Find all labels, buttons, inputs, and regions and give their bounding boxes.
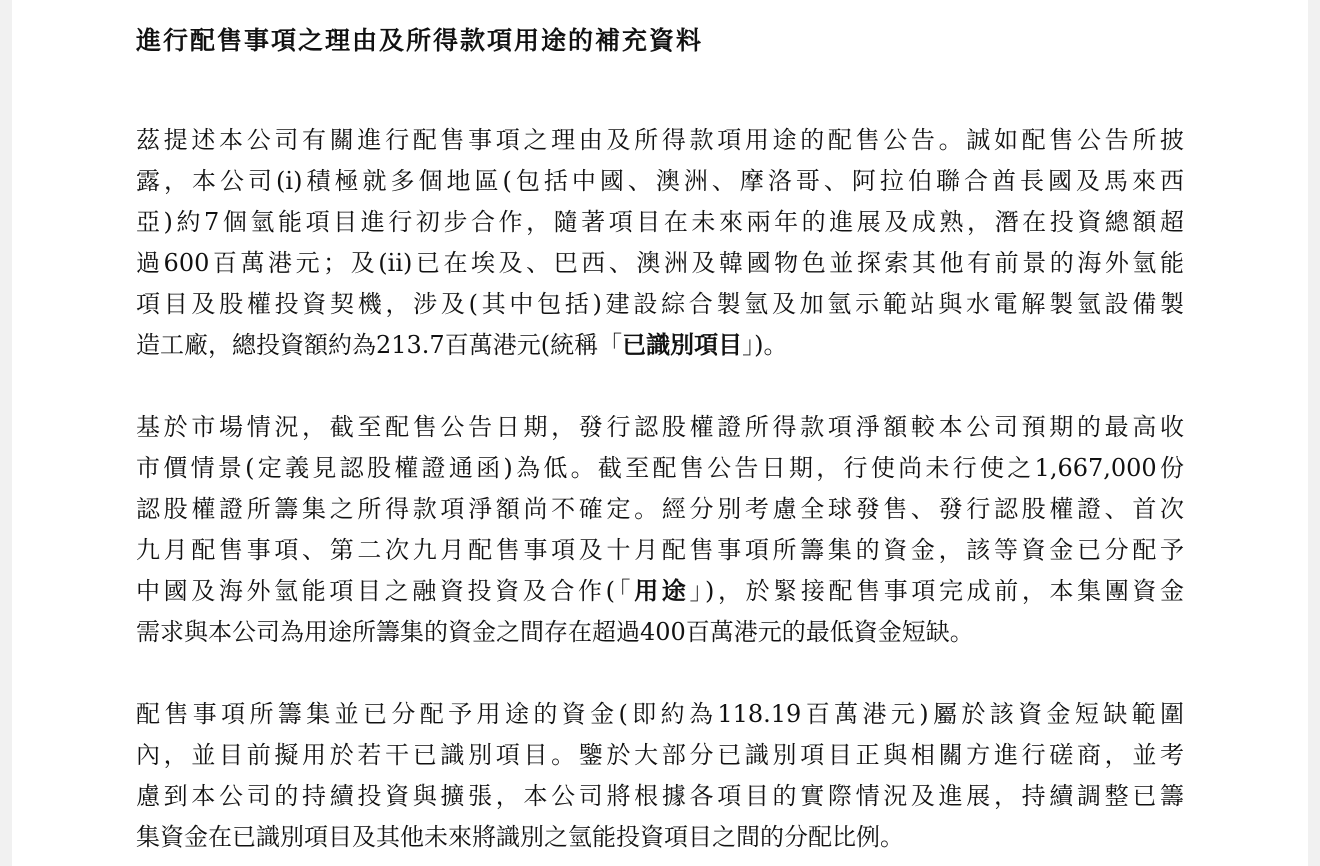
line-text: 」)。 (742, 331, 788, 359)
document-page (12, 0, 1308, 866)
defined-term-identified-projects: 已識別項目 (622, 331, 743, 359)
paragraph-allocation (136, 694, 1184, 858)
paragraph-line: 過600百萬港元；及(ii)已在埃及、巴西、澳洲及韓國物色並探索其他有前景的海外氫能 (136, 249, 1184, 277)
paragraph-line: 項目及股權投資契機，涉及(其中包括)建設綜合製氫及加氫示範站與水電解製氫設備製 (136, 290, 1184, 318)
paragraph-line: 內，並目前擬用於若干已識別項目。鑒於大部分已識別項目正與相關方進行磋商，並考 (136, 741, 1184, 769)
paragraph-line: 露，本公司(i)積極就多個地區(包括中國、澳洲、摩洛哥、阿拉伯聯合酋長國及馬來西 (136, 167, 1184, 195)
paragraph-line: 九月配售事項、第二次九月配售事項及十月配售事項所籌集的資金，該等資金已分配予 (136, 536, 1184, 564)
line-text: 」)，於緊接配售事項完成前，本集團資金 (689, 577, 1184, 605)
paragraph-line: 配售事項所籌集並已分配予用途的資金(即約為118.19百萬港元)屬於該資金短缺範圍 (136, 700, 1184, 728)
paragraph-identified-projects (136, 120, 1184, 366)
document-content (136, 24, 1184, 866)
paragraph-line: 認股權證所籌集之所得款項淨額尚不確定。經分別考慮全球發售、發行認股權證、首次 (136, 495, 1184, 523)
paragraph-line: 基於市場情況，截至配售公告日期，發行認股權證所得款項淨額較本公司預期的最高收 (136, 413, 1184, 441)
paragraph-line (136, 571, 1184, 612)
defined-term-use: 用途 (634, 577, 690, 605)
paragraph-line: 市價情景(定義見認股權證通函)為低。截至配售公告日期，行使尚未行使之1,667,000份 (136, 454, 1184, 482)
paragraph-line: 集資金在已識別項目及其他未來將識別之氫能投資項目之間的分配比例。 (136, 823, 904, 851)
line-text: 中國及海外氫能項目之融資投資及合作(「 (136, 577, 635, 605)
line-text: 造工廠，總投資額約為213.7百萬港元(統稱「 (136, 331, 623, 359)
paragraph-funding-shortfall (136, 407, 1184, 653)
paragraph-line: 需求與本公司為用途所籌集的資金之間存在超過400百萬港元的最低資金短缺。 (136, 618, 974, 646)
paragraph-line: 亞)約7個氫能項目進行初步合作，隨著項目在未來兩年的進展及成熟，潛在投資總額超 (136, 208, 1184, 236)
paragraph-line: 茲提述本公司有關進行配售事項之理由及所得款項用途的配售公告。誠如配售公告所披 (136, 126, 1184, 154)
section-heading: 進行配售事項之理由及所得款項用途的補充資料 (136, 26, 704, 55)
paragraph-line (136, 325, 1184, 366)
paragraph-line: 慮到本公司的持續投資與擴張，本公司將根據各項目的實際情況及進展，持續調整已籌 (136, 782, 1184, 810)
